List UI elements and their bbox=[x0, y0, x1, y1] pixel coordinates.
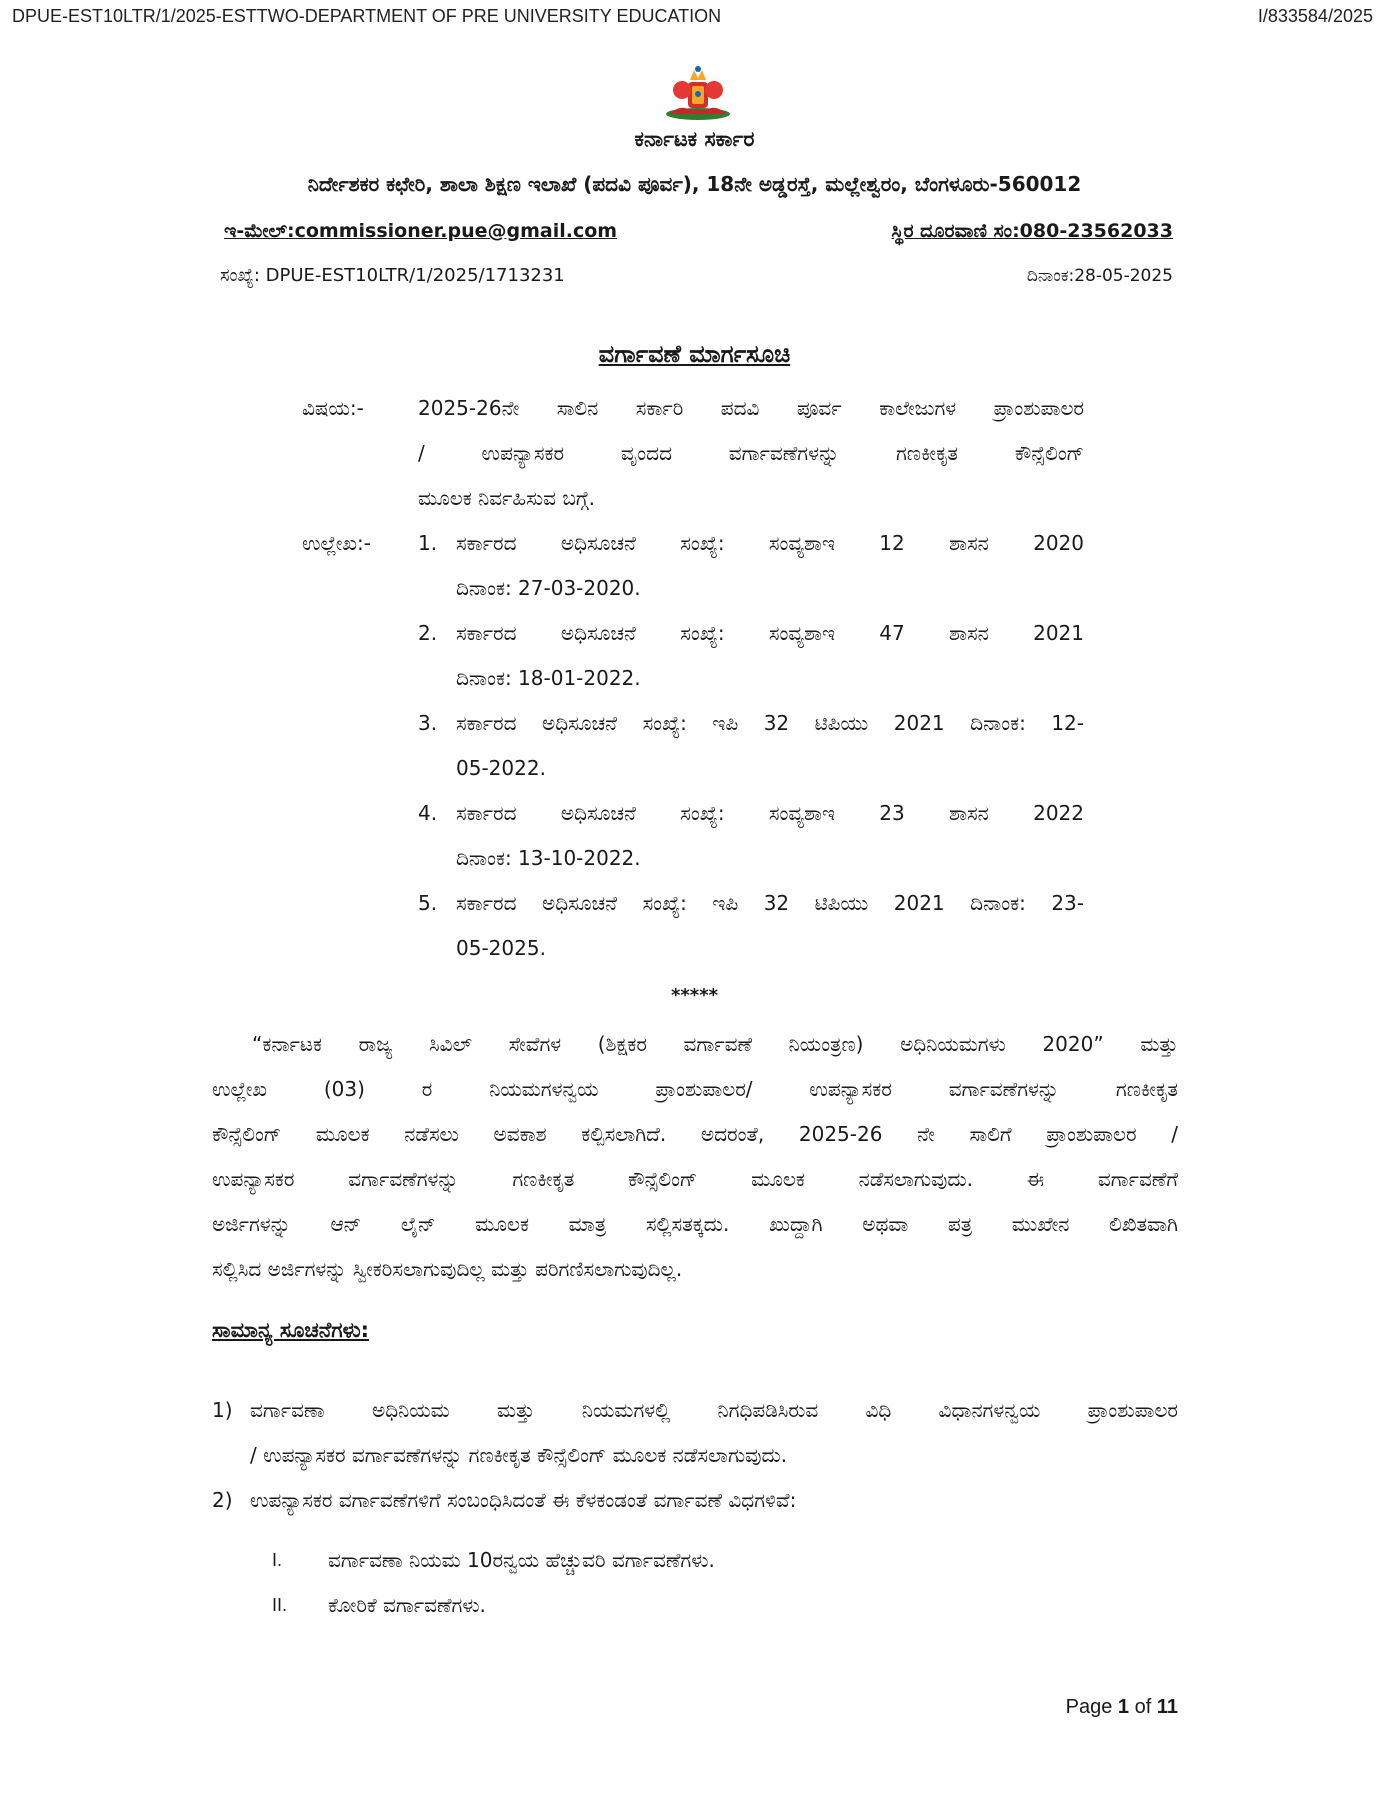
reference-text: ಸರ್ಕಾರದ ಅಧಿಸೂಚನೆ ಸಂಖ್ಯೆ: ಇಪಿ 32 ಟಿಪಿಯು 2021 ದಿನಾಂಕ: 12- bbox=[456, 711, 1084, 735]
paragraph-line: ಕೌನ್ಸೆಲಿಂಗ್ ಮೂಲಕ ನಡೆಸಲು ಅವಕಾಶ ಕಲ್ಪಿಸಲಾಗಿದೆ. ಅದರಂತೆ, 2025-26 ನೇ ಸಾಲಿಗೆ ಪ್ರಾಂಶುಪಾಲರ / bbox=[212, 1122, 1178, 1146]
transfer-type-item bbox=[272, 1538, 1072, 1583]
reference-item bbox=[418, 521, 1084, 611]
reference-item bbox=[418, 881, 1084, 971]
email-contact[interactable]: ಇ-ಮೇಲ್:commissioner.pue@gmail.com bbox=[224, 220, 618, 242]
page-of: of bbox=[1129, 1696, 1157, 1718]
total-pages: 11 bbox=[1156, 1696, 1178, 1718]
office-address: ನಿರ್ದೇಶಕರ ಕಛೇರಿ, ಶಾಲಾ ಶಿಕ್ಷಣ ಇಲಾಖೆ (ಪದವಿ ಪೂರ್ವ), 18ನೇ ಅಡ್ಡರಸ್ತೆ, ಮಲ್ಲೇಶ್ವರಂ, ಬೆಂಗಳೂರು-560012 bbox=[307, 172, 1082, 196]
inward-number: I/833584/2025 bbox=[1257, 6, 1373, 26]
reference-number-label: 1. bbox=[418, 531, 438, 555]
general-instructions-heading: ಸಾಮಾನ್ಯ ಸೂಚನೆಗಳು: bbox=[212, 1318, 370, 1342]
reference-list bbox=[418, 521, 1084, 971]
instruction-item bbox=[212, 1388, 1178, 1478]
paragraph-line: ಉಲ್ಲೇಖ (03) ರ ನಿಯಮಗಳನ್ವಯ ಪ್ರಾಂಶುಪಾಲರ/ ಉಪನ್ಯಾಸಕರ ವರ್ಗಾವಣೆಗಳನ್ನು ಗಣಕೀಕೃತ bbox=[212, 1077, 1178, 1101]
transfer-type-number: II. bbox=[272, 1595, 288, 1615]
paragraph-line: ಸಲ್ಲಿಸಿದ ಅರ್ಜಿಗಳನ್ನು ಸ್ವೀಕರಿಸಲಾಗುವುದಿಲ್ಲ ಮತ್ತು ಪರಿಗಣಿಸಲಾಗುವುದಿಲ್ಲ. bbox=[212, 1257, 683, 1281]
reference-date: 05-2025. bbox=[456, 936, 546, 960]
transfer-type-text: ಕೋರಿಕೆ ವರ್ಗಾವಣೆಗಳು. bbox=[328, 1593, 486, 1617]
body-paragraph bbox=[212, 1022, 1178, 1292]
transfer-type-number: I. bbox=[272, 1550, 283, 1570]
paragraph-line: ಅರ್ಜಿಗಳನ್ನು ಆನ್ ಲೈನ್ ಮೂಲಕ ಮಾತ್ರ ಸಲ್ಲಿಸತಕ್ಕದು. ಖುದ್ದಾಗಿ ಅಥವಾ ಪತ್ರ ಮುಖೇನ ಲಿಖಿತವಾಗಿ bbox=[212, 1212, 1178, 1236]
subject-block bbox=[418, 386, 1084, 521]
document-id-header: DPUE-EST10LTR/1/2025-ESTTWO-DEPARTMENT OF PRE UNIVERSITY EDUCATION bbox=[12, 6, 722, 26]
paragraph-line: “ಕರ್ನಾಟಕ ರಾಜ್ಯ ಸಿವಿಲ್ ಸೇವೆಗಳ (ಶಿಕ್ಷಕರ ವರ್ಗಾವಣೆ ನಿಯಂತ್ರಣ) ಅಧಿನಿಯಮಗಳು 2020” ಮತ್ತು bbox=[252, 1032, 1178, 1056]
instruction-number: 2) bbox=[212, 1488, 233, 1512]
government-name: ಕರ್ನಾಟಕ ಸರ್ಕಾರ bbox=[634, 127, 755, 151]
reference-number: ಸಂಖ್ಯೆ: DPUE-EST10LTR/1/2025/1713231 bbox=[220, 265, 565, 286]
phone-contact: ಸ್ಥಿರ ದೂರವಾಣಿ ಸಂ:080-23562033 bbox=[891, 220, 1173, 242]
instruction-text: ಉಪನ್ಯಾಸಕರ ವರ್ಗಾವಣೆಗಳಿಗೆ ಸಂಬಂಧಿಸಿದಂತೆ ಈ ಕೆಳಕಂಡಂತೆ ವರ್ಗಾವಣೆ ವಿಧಗಳಿವೆ: bbox=[250, 1488, 797, 1512]
page-number bbox=[1066, 1696, 1178, 1719]
paragraph-line: ಉಪನ್ಯಾಸಕರ ವರ್ಗಾವಣೆಗಳನ್ನು ಗಣಕೀಕೃತ ಕೌನ್ಸೆಲಿಂಗ್ ಮೂಲಕ ನಡೆಸಲಾಗುವುದು. ಈ ವರ್ಗಾವಣೆಗೆ bbox=[212, 1167, 1178, 1191]
instruction-text: ವರ್ಗಾವಣಾ ಅಧಿನಿಯಮ ಮತ್ತು ನಿಯಮಗಳಲ್ಲಿ ನಿಗಧಿಪಡಿಸಿರುವ ವಿಧಿ ವಿಧಾನಗಳನ್ವಯ ಪ್ರಾಂಶುಪಾಲರ bbox=[250, 1398, 1178, 1422]
reference-number-label: 5. bbox=[418, 891, 438, 915]
reference-item bbox=[418, 611, 1084, 701]
transfer-type-list bbox=[272, 1538, 1072, 1628]
state-emblem-icon bbox=[660, 64, 736, 124]
subject-line: 2025-26ನೇ ಸಾಲಿನ ಸರ್ಕಾರಿ ಪದವಿ ಪೂರ್ವ ಕಾಲೇಜುಗಳ ಪ್ರಾಂಶುಪಾಲರ bbox=[418, 396, 1084, 420]
subject-line: / ಉಪನ್ಯಾಸಕರ ವೃಂದದ ವರ್ಗಾವಣೆಗಳನ್ನು ಗಣಕೀಕೃತ ಕೌನ್ಸೆಲಿಂಗ್ bbox=[418, 441, 1084, 465]
instruction-number: 1) bbox=[212, 1398, 233, 1422]
letter-date: ದಿನಾಂಕ:28-05-2025 bbox=[1026, 266, 1173, 286]
reference-label: ಉಲ್ಲೇಖ:- bbox=[302, 531, 371, 555]
instruction-list bbox=[212, 1388, 1178, 1523]
page-title: ವರ್ಗಾವಣೆ ಮಾರ್ಗಸೂಚಿ bbox=[598, 340, 791, 368]
reference-date: ದಿನಾಂಕ: 27-03-2020. bbox=[456, 576, 641, 600]
transfer-type-text: ವರ್ಗಾವಣಾ ನಿಯಮ 10ರನ್ವಯ ಹೆಚ್ಚುವರಿ ವರ್ಗಾವಣೆಗಳು. bbox=[328, 1548, 715, 1572]
transfer-type-item bbox=[272, 1583, 1072, 1628]
reference-date: ದಿನಾಂಕ: 13-10-2022. bbox=[456, 846, 641, 870]
page-prefix: Page bbox=[1065, 1696, 1118, 1718]
section-separator: ***** bbox=[670, 985, 719, 1006]
reference-number-label: 4. bbox=[418, 801, 438, 825]
reference-number-label: 3. bbox=[418, 711, 438, 735]
current-page: 1 bbox=[1117, 1696, 1130, 1718]
subject-line: ಮೂಲಕ ನಿರ್ವಹಿಸುವ ಬಗ್ಗೆ. bbox=[418, 486, 595, 510]
reference-item bbox=[418, 791, 1084, 881]
reference-number-label: 2. bbox=[418, 621, 438, 645]
instruction-item bbox=[212, 1478, 1178, 1523]
reference-text: ಸರ್ಕಾರದ ಅಧಿಸೂಚನೆ ಸಂಖ್ಯೆ: ಇಪಿ 32 ಟಿಪಿಯು 2021 ದಿನಾಂಕ: 23- bbox=[456, 891, 1084, 915]
reference-date: 05-2022. bbox=[456, 756, 546, 780]
subject-label: ವಿಷಯ:- bbox=[302, 396, 364, 420]
instruction-text-cont: / ಉಪನ್ಯಾಸಕರ ವರ್ಗಾವಣೆಗಳನ್ನು ಗಣಕೀಕೃತ ಕೌನ್ಸೆಲಿಂಗ್ ಮೂಲಕ ನಡೆಸಲಾಗುವುದು. bbox=[250, 1443, 788, 1467]
reference-text: ಸರ್ಕಾರದ ಅಧಿಸೂಚನೆ ಸಂಖ್ಯೆ: ಸಂವ್ಯಶಾಇ 23 ಶಾಸನ 2022 bbox=[456, 801, 1084, 825]
reference-text: ಸರ್ಕಾರದ ಅಧಿಸೂಚನೆ ಸಂಖ್ಯೆ: ಸಂವ್ಯಶಾಇ 47 ಶಾಸನ 2021 bbox=[456, 621, 1084, 645]
reference-date: ದಿನಾಂಕ: 18-01-2022. bbox=[456, 666, 641, 690]
reference-item bbox=[418, 701, 1084, 791]
reference-text: ಸರ್ಕಾರದ ಅಧಿಸೂಚನೆ ಸಂಖ್ಯೆ: ಸಂವ್ಯಶಾಇ 12 ಶಾಸನ 2020 bbox=[456, 531, 1084, 555]
